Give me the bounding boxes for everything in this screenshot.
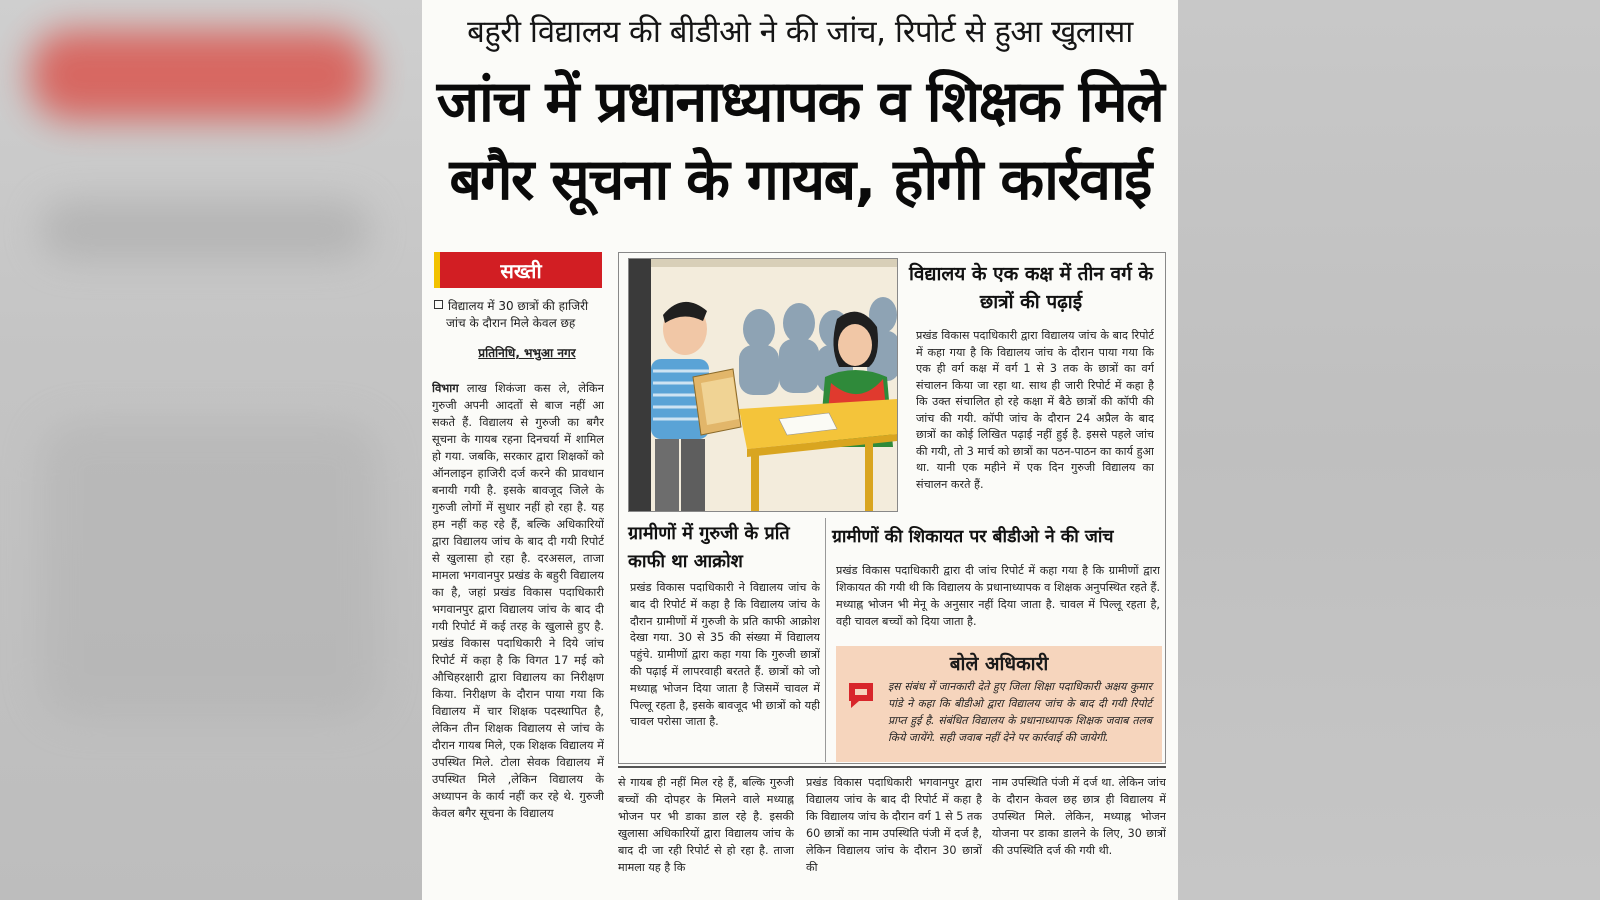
class-box-heading: विद्यालय के एक कक्ष में तीन वर्ग के छात्रों की पढ़ाई <box>909 263 1153 313</box>
lead-word: विभाग <box>432 381 459 395</box>
main-headline-line1: जांच में प्रधानाध्यापक व शिक्षक मिले <box>436 69 1164 135</box>
rural-box-heading: ग्रामीणों में गुरुजी के प्रति काफी था आक्रोश <box>628 523 790 572</box>
byline: प्रतिनिधि, भभुआ नगर <box>478 346 576 360</box>
official-quote-text: इस संबंध में जानकारी देते हुए जिला शिक्षा पदाधिकारी अक्षय कुमार पांडे ने कहा कि बीडीओ द्वारा विद्यालय जांच के बाद दी गयी रिपोर्ट प्राप्त हुई है. संबंधित विद्यालय के प्रधानाध्यापक शिक्षक जवाब तलब किये जायेंगे. सही जवाब नहीं देने पर कार्रवाई की जायेगी. <box>888 680 1152 744</box>
official-quote-title: बोले अधिकारी <box>949 653 1049 675</box>
main-headline-line2: बगैर सूचना के गायब, होगी कार्रवाई <box>449 147 1151 213</box>
story-continuation-col2: प्रखंड विकास पदाधिकारी भगवानपुर द्वारा विद्यालय जांच के बाद दी रिपोर्ट में कहा है कि विद्यालय जांच के दौरान वर्ग 1 से 5 तक 60 छात्रों का नाम उपस्थिति पंजी में दर्ज है, लेकिन विद्यालय जांच के दौरान 30 छात्रों की <box>806 776 982 874</box>
class-box-text: प्रखंड विकास पदाधिकारी द्वारा विद्यालय जांच के बाद रिपोर्ट में कहा गया है कि विद्यालय जांच के दौरान पाया गया कि एक ही वर्ग कक्ष में वर्ग 1 से 3 तक के छात्रों का वर्ग संचालन किया जा रहा था. साथ ही जारी रिपोर्ट में कहा है कि उक्त संचालित हो रहे कक्षा में बैठे छात्रों की कॉपी की जांच की गयी. कॉपी जांच के दौरान 24 अप्रैल के बाद छात्रों का कोई लिखित पढ़ाई नहीं हुई है. इससे पहले जांच की गयी, तो 3 मार्च को छात्रों का पठन-पाठन का कार्य हुआ था. यानी एक महीने में एक दिन गुरुजी विद्यालय का संचालन करते हैं. <box>916 329 1154 491</box>
main-story-text: लाख शिकंजा कस ले, लेकिन गुरुजी अपनी आदतों से बाज नहीं आ सकते हैं. विद्यालय से गुरुजी का बगैर सूचना के गायब रहना दिनचर्या में शामिल हो गया. जबकि, सरकार द्वारा शिक्षकों को ऑनलाइन हाजिरी दर्ज करने की प्रावधान बनायी गयी है. इसके बावजूद जिले के गुरुजी लोगों में सुधार नहीं हो रहा है. यह हम नहीं कह रहे हैं, बल्कि अधिकारियों द्वारा विद्यालय जांच के बाद दी गयी रिपोर्ट से खुलासा हो रहा है. दरअसल, ताजा मामला भगवानपुर प्रखंड के बहुरी विद्यालय का है, जहां प्रखंड विकास पदाधिकारी भगवानपुर द्वारा विद्यालय जांच के बाद दी गयी रिपोर्ट में कई तरह के खुलासे हुए है. प्रखंड विकास पदाधिकारी ने दिये जांच रिपोर्ट में कहा है कि विगत 17 मई को औचिहरक्षारी द्वारा विद्यालय का निरीक्षण किया. निरीक्षण के दौरान पाया गया कि विद्यालय में चार शिक्षक पदस्थापित है, लेकिन तीन शिक्षक विद्यालय से जांच के दौरान गायब मिले, एक शिक्षक विद्यालय में उपस्थित मिले. टोला सेवक विद्यालय में उपस्थित मिले ,लेकिन विद्यालय के अध्यापन के कार्य नहीं कर रहे थे. गुरुजी केवल बगैर सूचना के विद्यालय <box>432 381 604 820</box>
story-continuation-col1: से गायब ही नहीं मिल रहे हैं, बल्कि गुरुजी बच्चों की दोपहर के मिलने वाले मध्याह्न भोजन पर भी डाका डाल रहे है. इसकी खुलासा अधिकारियों द्वारा विद्यालय जांच के बाद दी जा रही रिपोर्ट से हो रहा है. ताजा मामला यह है कि <box>618 776 794 874</box>
classroom-illustration <box>628 258 898 512</box>
section-tag: सख्ती <box>434 252 602 288</box>
main-story-column <box>432 380 604 888</box>
blurred-backdrop-left <box>0 0 422 900</box>
bullet-line1: विद्यालय में 30 छात्रों की हाजिरी <box>448 299 589 313</box>
bullet-square-icon <box>434 300 443 309</box>
newspaper-clipping <box>422 0 1178 900</box>
column-divider <box>825 518 826 762</box>
highlight-bullet <box>434 298 606 332</box>
rural-box-text: प्रखंड विकास पदाधिकारी ने विद्यालय जांच के बाद दी रिपोर्ट में कहा है कि विद्यालय जांच के दौरान ग्रामीणों में गुरुजी के प्रति काफी आक्रोश देखा गया. 30 से 35 की संख्या में विद्यालय पहुंचे. ग्रामीणों द्वारा कहा गया कि गुरुजी छात्रों की पढ़ाई में लापरवाही बरतते हैं. छात्रों को जो मध्याह्न भोजन दिया जाता है जिसमें चावल में पिल्लू रहता है, इसके बावजूद भी छात्रों को यही चावल परोसा जाता है. <box>630 581 820 729</box>
blurred-backdrop-right <box>1178 0 1600 900</box>
complaint-box-text: प्रखंड विकास पदाधिकारी द्वारा दी जांच रिपोर्ट में कहा गया है कि ग्रामीणों द्वारा शिकायत की गयी थी कि विद्यालय के प्रधानाध्यापक व शिक्षक अनुपस्थित रहते हैं. मध्याह्न भोजन भी मेनू के अनुसार नहीं दिया जाता है. चावल में पिल्लू रहता है, वही चावल बच्चों को दिया जाता है. <box>836 564 1160 628</box>
speech-bubble-icon <box>846 680 876 710</box>
story-continuation-col3: नाम उपस्थिति पंजी में दर्ज था. लेकिन जांच के दौरान केवल छह छात्र ही विद्यालय में उपस्थित मिले. लेकिन, मध्याह्न भोजन योजना पर डाका डालने के लिए, 30 छात्रों की उपस्थिति दर्ज की गयी थी. <box>992 776 1166 857</box>
complaint-box-heading: ग्रामीणों की शिकायत पर बीडीओ ने की जांच <box>832 527 1114 547</box>
kicker-headline: बहुरी विद्यालय की बीडीओ ने की जांच, रिपोर्ट से हुआ खुलासा <box>467 14 1133 50</box>
horizontal-rule <box>618 766 1166 768</box>
classroom-illustration-svg <box>629 259 897 511</box>
official-quote-box <box>836 646 1162 762</box>
bullet-line2: जांच के दौरान मिले केवल छह <box>446 316 576 330</box>
